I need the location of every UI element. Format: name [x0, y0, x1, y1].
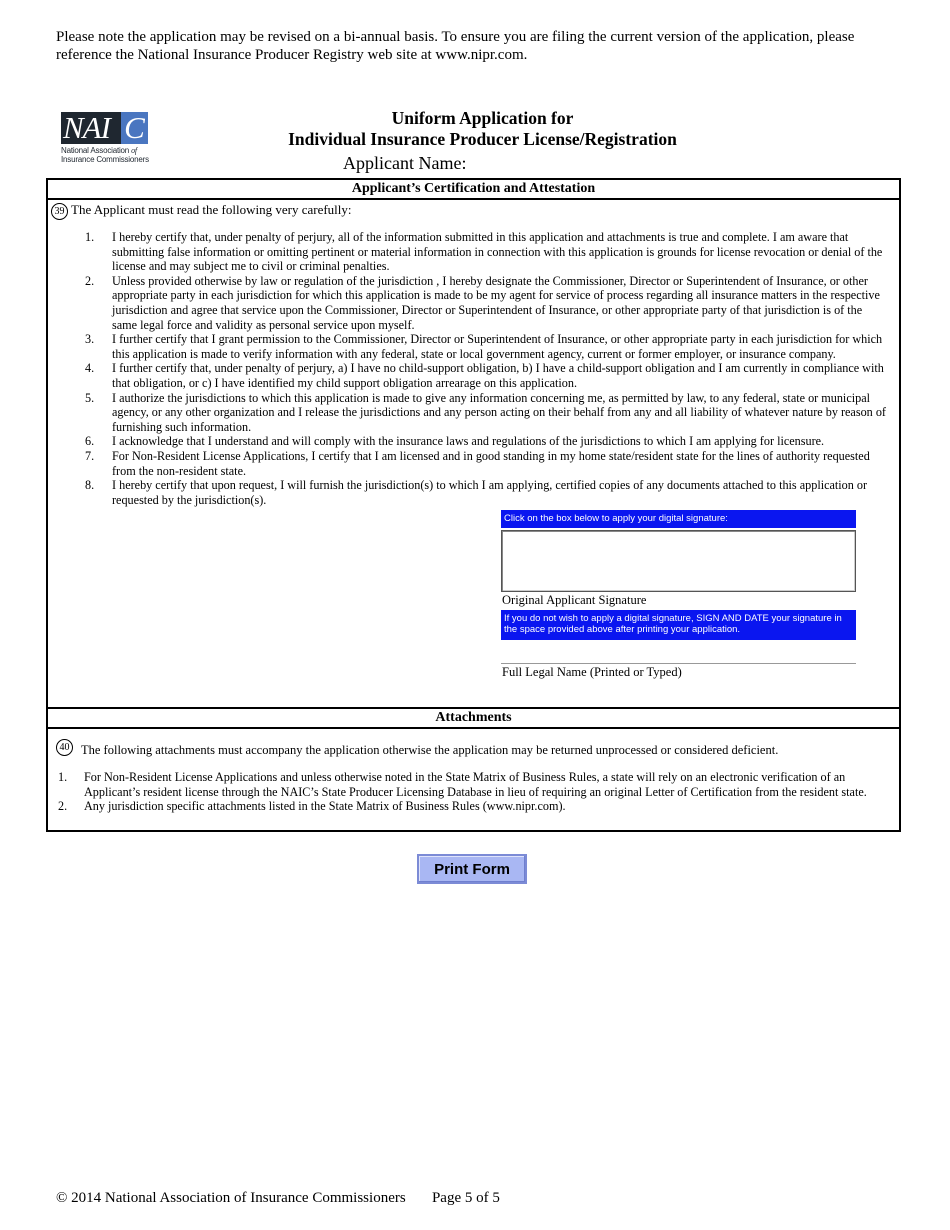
attachments-intro — [56, 736, 876, 756]
footer-copyright: © 2014 National Association of Insurance Commissioners — [56, 1190, 406, 1206]
list-item-text: Any jurisdiction specific attachments listed in the State Matrix of Business Rules (www.nipr.com). — [84, 799, 566, 814]
logo-org-line2: Insurance Commissioners — [61, 155, 149, 164]
attachments-intro-text: The following attachments must accompany the application otherwise the application may be returned unprocessed or considered deficient. — [81, 743, 779, 757]
list-item — [48, 361, 888, 390]
form-title-line1: Uniform Application for — [391, 108, 574, 128]
attachments-divider — [48, 727, 899, 729]
attachments-list — [48, 770, 888, 814]
list-item-number: 7. — [85, 448, 95, 463]
signature-prompt: Click on the box below to apply your digital signature: — [501, 510, 856, 528]
list-item-text: I hereby certify that, under penalty of perjury, all of the information submitted in this application and attachments is true and complete. I am aware that submitting false information or omitting pertinent or material information in connection with this application is grounds for license revocation or denial of the license and may subject me to civil or criminal penalties. — [112, 230, 883, 274]
list-item-text: For Non-Resident License Applications, I certify that I am licensed and in good standing in my home state/resident state for the lines of authority requested from the non-resident state. — [112, 448, 870, 478]
certification-list — [48, 230, 888, 507]
list-item-number: 2. — [85, 273, 95, 288]
question-number-badge: 40 — [56, 739, 73, 756]
full-name-caption: Full Legal Name (Printed or Typed) — [502, 665, 682, 679]
certification-heading: Applicant’s Certification and Attestation — [351, 181, 596, 196]
list-item — [48, 770, 888, 799]
list-item — [48, 799, 888, 814]
signature-note: If you do not wish to apply a digital signature, SIGN AND DATE your signature in the space provided above after printing your application. — [501, 610, 856, 640]
footer-page-number: Page 5 of 5 — [431, 1190, 500, 1206]
list-item-number: 1. — [58, 770, 68, 784]
naic-logo — [61, 112, 149, 164]
page-footer — [56, 1189, 500, 1207]
list-item — [48, 274, 888, 332]
list-item — [48, 449, 888, 478]
form-title — [200, 108, 765, 150]
list-item-text: Unless provided otherwise by law or regulation of the jurisdiction , I hereby designate the Commissioner, Director or Superintendent of Insurance, or other appropriate party in each jurisdiction for which this application is made to be my agent for service of process regarding all insurance matters in the respective jurisdiction and agree that service upon the Commissioner, Director or Superintendent of Insurance, or other appropriate party of that jurisdiction is of the same legal force and validity as personal service upon myself. — [112, 273, 880, 332]
list-item-text: For Non-Resident License Applications and unless otherwise noted in the State Matrix of Business Rules, a state will rely on an electronic verification of an Applicant’s resident license through the NAIC’s State Producer Licensing Database in lieu of requiring an original Letter of Certification from the resident state. — [84, 770, 867, 799]
list-item-number: 1. — [85, 230, 95, 244]
list-item-text: I further certify that I grant permission to the Commissioner, Director or Superintendent of Insurance, or other appropriate party in each jurisdiction for which this application is made to verify information with any federal, state or local government agency, current or former employer, or insurance company. — [112, 332, 883, 361]
print-form-button[interactable]: Print Form — [417, 854, 527, 884]
form-frame — [46, 178, 901, 832]
list-item-number: 6. — [85, 434, 95, 449]
list-item-number: 5. — [85, 390, 95, 405]
list-item-number: 4. — [85, 361, 95, 376]
form-title-line2: Individual Insurance Producer License/Registration — [288, 129, 677, 149]
list-item-number: 8. — [85, 478, 95, 493]
list-item — [48, 230, 888, 274]
certification-intro — [51, 202, 352, 220]
question-number-badge: 39 — [51, 203, 68, 220]
list-item-number: 2. — [58, 799, 68, 814]
full-name-line — [501, 663, 856, 664]
logo-org-name — [61, 146, 149, 164]
logo-org-line1: National Association — [61, 146, 130, 155]
list-item-text: I further certify that, under penalty of perjury, a) I have no child-support obligation, b) I have a child-support obligation and I am currently in compliance with that obligation, or c) I have identified my child support obligation arrearage on this application. — [112, 361, 884, 390]
logo-org-line1-suffix: of — [131, 146, 137, 155]
certification-intro-text: The Applicant must read the following very carefully: — [71, 202, 352, 217]
signature-caption: Original Applicant Signature — [502, 593, 647, 607]
naic-logo-mark — [61, 112, 149, 144]
list-item — [48, 391, 888, 435]
attachments-heading: Attachments — [435, 710, 512, 725]
list-item-text: I hereby certify that upon request, I will furnish the jurisdiction(s) to which I am applying, certified copies of any documents attached to this application or requested by the jurisdiction(s). — [112, 478, 868, 507]
digital-signature-field[interactable] — [501, 530, 856, 592]
list-item — [48, 478, 888, 507]
list-item-number: 3. — [85, 332, 95, 347]
logo-wordmark-main: NAI — [61, 112, 121, 144]
list-item-text: I authorize the jurisdictions to which this application is made to give any information concerning me, as permitted by law, to any federal, state or municipal agency, or any other organization and I release the jurisdictions and any person acting on their behalf from any and all liability of whatever nature by reason of furnishing such information. — [112, 390, 886, 434]
list-item-text: I acknowledge that I understand and will comply with the insurance laws and regulations of the jurisdictions to which I am applying for licensure. — [112, 434, 825, 449]
list-item — [48, 434, 888, 449]
certification-divider — [48, 198, 899, 200]
logo-wordmark-end: C — [121, 112, 148, 144]
applicant-name-label: Applicant Name: — [343, 153, 467, 173]
list-item — [48, 332, 888, 361]
revision-notice: Please note the application may be revised on a bi-annual basis. To ensure you are filing the current version of the application, please reference the National Insurance Producer Registry web site at www.nipr.com. — [56, 29, 855, 63]
